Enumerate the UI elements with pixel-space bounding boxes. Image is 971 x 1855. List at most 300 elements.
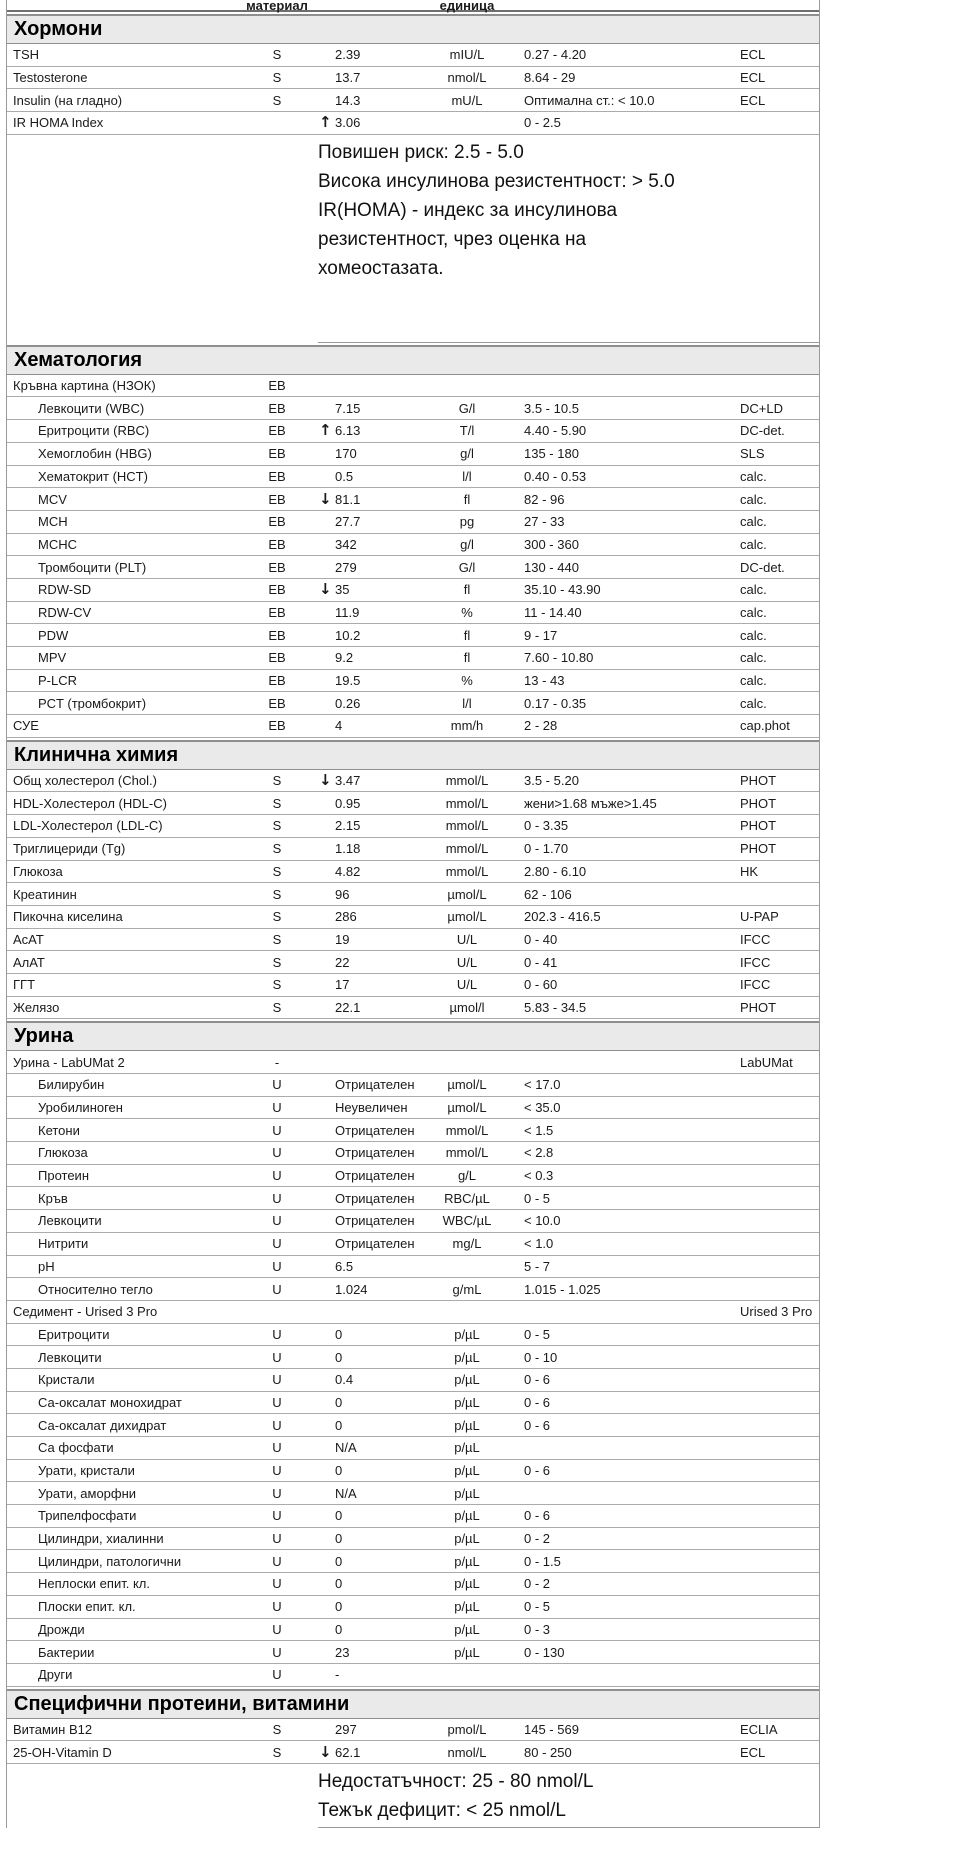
reference-range: 7.60 - 10.80 xyxy=(524,650,594,666)
table-row xyxy=(7,1210,819,1233)
test-name: IR HOMA Index xyxy=(13,115,104,131)
table-row xyxy=(7,715,819,738)
table-row xyxy=(7,1619,819,1642)
result-value: 35 xyxy=(335,582,350,598)
unit: p/µL xyxy=(454,1394,480,1410)
result-cell xyxy=(317,1418,427,1433)
test-name: Еритроцити xyxy=(38,1326,110,1342)
result-cell xyxy=(317,841,427,856)
result-value: 6.13 xyxy=(335,423,361,439)
table-row xyxy=(7,1369,819,1392)
unit: G/l xyxy=(458,559,476,575)
unit: µmol/L xyxy=(447,1077,487,1093)
result-cell xyxy=(317,718,427,733)
material: ЕВ xyxy=(268,468,286,484)
table-row xyxy=(7,1719,819,1742)
unit: p/µL xyxy=(454,1326,480,1342)
material: U xyxy=(272,1122,282,1138)
result-value: 286 xyxy=(335,909,357,925)
table-column-header xyxy=(7,0,819,12)
unit: l/l xyxy=(462,695,472,711)
unit: mmol/L xyxy=(445,1122,489,1138)
test-name: Еритроцити (RBC) xyxy=(38,423,150,439)
comment-line: Висока инсулинова резистентност: > 5.0 xyxy=(318,170,675,192)
result-value: 9.2 xyxy=(335,650,354,666)
section-title: Хематология xyxy=(14,348,143,371)
section-hematology xyxy=(7,345,819,738)
reference-range: 8.64 - 29 xyxy=(524,70,576,86)
test-name: Бактерии xyxy=(38,1644,95,1660)
table-row xyxy=(7,1392,819,1415)
material: U xyxy=(272,1168,282,1184)
result-cell xyxy=(317,560,427,575)
reference-range: 35.10 - 43.90 xyxy=(524,582,601,598)
result-value: 6.5 xyxy=(335,1258,354,1274)
comment-block xyxy=(7,1764,819,1828)
result-value: Отрицателен xyxy=(335,1145,415,1161)
reference-range: 130 - 440 xyxy=(524,559,579,575)
section-title: Хормони xyxy=(14,18,103,40)
result-cell xyxy=(317,1191,427,1206)
result-value: 96 xyxy=(335,886,350,902)
material: U xyxy=(272,1463,282,1479)
reference-range: 27 - 33 xyxy=(524,514,565,530)
table-row xyxy=(7,443,819,466)
test-name: PCT (тромбокрит) xyxy=(38,695,147,711)
material: U xyxy=(272,1394,282,1410)
result-cell xyxy=(317,1145,427,1160)
material: U xyxy=(272,1417,282,1433)
test-name: АсАТ xyxy=(13,931,44,947)
test-name: Витамин B12 xyxy=(13,1721,93,1737)
result-value: 342 xyxy=(335,536,357,552)
result-value: 0 xyxy=(335,1553,343,1569)
report-body xyxy=(7,14,819,1828)
unit: WBC/µL xyxy=(442,1213,492,1229)
unit: µmol/l xyxy=(449,999,485,1015)
arrow-down-icon: ↓ xyxy=(319,1742,332,1761)
table-row xyxy=(7,1460,819,1483)
reference-range: 13 - 43 xyxy=(524,673,565,689)
test-name: Други xyxy=(38,1667,73,1683)
comment-text xyxy=(318,135,819,343)
result-cell xyxy=(317,1077,427,1092)
result-cell xyxy=(317,93,427,108)
result-cell xyxy=(317,1554,427,1569)
material: S xyxy=(272,999,282,1015)
result-cell xyxy=(317,796,427,811)
material: ЕВ xyxy=(268,400,286,416)
reference-range: 0 - 5 xyxy=(524,1326,551,1342)
table-row xyxy=(7,1528,819,1551)
result-value: 0.26 xyxy=(335,695,361,711)
table-row xyxy=(7,997,819,1020)
method: PHOT xyxy=(740,818,777,834)
unit: µmol/L xyxy=(447,909,487,925)
result-cell xyxy=(317,1123,427,1138)
reference-range: Оптимална ст.: < 10.0 xyxy=(524,92,655,108)
reference-range: 0 - 6 xyxy=(524,1417,551,1433)
result-cell xyxy=(317,864,427,879)
table-row xyxy=(7,815,819,838)
table-row xyxy=(7,534,819,557)
material: U xyxy=(272,1599,282,1615)
material: ЕВ xyxy=(268,514,286,530)
method: DC-det. xyxy=(740,423,785,439)
table-row xyxy=(7,1324,819,1347)
result-value: Отрицателен xyxy=(335,1236,415,1252)
unit: % xyxy=(461,673,473,689)
unit: G/l xyxy=(458,400,476,416)
arrow-down-icon: ↓ xyxy=(319,580,332,599)
unit: fl xyxy=(463,650,471,666)
material: U xyxy=(272,1531,282,1547)
result-cell xyxy=(317,909,427,924)
test-name: Нитрити xyxy=(38,1236,89,1252)
result-value: 11.9 xyxy=(335,604,360,620)
result-cell xyxy=(317,401,427,416)
reference-range: 5 - 7 xyxy=(524,1258,551,1274)
table-row xyxy=(7,579,819,602)
comment-line: Тежък дефицит: < 25 nmol/L xyxy=(318,1799,566,1821)
test-name: RDW-CV xyxy=(38,604,92,620)
result-value: N/A xyxy=(335,1485,357,1501)
table-row xyxy=(7,44,819,67)
unit: U/L xyxy=(456,977,478,993)
reference-range: 3.5 - 10.5 xyxy=(524,400,579,416)
reference-range: < 17.0 xyxy=(524,1077,561,1093)
test-name: Седимент - Urised 3 Pro xyxy=(13,1304,158,1320)
reference-range: 11 - 14.40 xyxy=(524,604,582,620)
table-row xyxy=(7,556,819,579)
section-hormones xyxy=(7,14,819,343)
method: calc. xyxy=(740,627,767,643)
test-name: Хематокрит (HCT) xyxy=(38,468,148,484)
reference-range: 0 - 2.5 xyxy=(524,115,561,131)
material: ЕВ xyxy=(268,423,286,439)
result-value: 0 xyxy=(335,1417,343,1433)
result-value: Неувеличен xyxy=(335,1100,408,1116)
unit: p/µL xyxy=(454,1553,480,1569)
reference-range: 0 - 60 xyxy=(524,977,558,993)
method: ECL xyxy=(740,70,766,86)
result-cell xyxy=(317,1667,427,1682)
column-header-material: материал xyxy=(246,0,308,13)
reference-range: 0 - 6 xyxy=(524,1463,551,1479)
test-name: 25-OH-Vitamin D xyxy=(13,1744,112,1760)
test-name: Триглицериди (Tg) xyxy=(13,841,126,857)
unit: fl xyxy=(463,491,471,507)
test-name: Креатинин xyxy=(13,886,77,902)
unit: g/mL xyxy=(452,1281,482,1297)
reference-range: 2 - 28 xyxy=(524,718,558,734)
test-name: Общ холестерол (Chol.) xyxy=(13,773,157,789)
reference-range: 0 - 130 xyxy=(524,1644,565,1660)
test-name: MCH xyxy=(38,514,68,530)
comment-line: резистентност, чрез оценка на xyxy=(318,228,587,250)
result-cell xyxy=(317,1168,427,1183)
unit: g/L xyxy=(457,1168,477,1184)
table-row xyxy=(7,1233,819,1256)
test-name: Левкоцити xyxy=(38,1213,102,1229)
table-row xyxy=(7,602,819,625)
unit: mmol/L xyxy=(445,773,489,789)
result-value: 0 xyxy=(335,1531,343,1547)
table-row xyxy=(7,1550,819,1573)
test-name: Пикочна киселина xyxy=(13,909,123,925)
table-row xyxy=(7,792,819,815)
result-cell xyxy=(317,70,427,85)
material: ЕВ xyxy=(268,582,286,598)
unit: nmol/L xyxy=(447,1744,487,1760)
result-cell xyxy=(317,514,427,529)
material: U xyxy=(272,1372,282,1388)
reference-range: < 1.5 xyxy=(524,1122,554,1138)
comment-spacer xyxy=(7,135,318,343)
test-name: Са-оксалат дихидрат xyxy=(38,1417,167,1433)
result-value: 4 xyxy=(335,718,343,734)
result-cell xyxy=(317,1742,427,1761)
column-header-method xyxy=(662,0,819,11)
unit: fl xyxy=(463,582,471,598)
unit: g/l xyxy=(460,536,474,552)
table-row xyxy=(7,488,819,511)
result-value: 0 xyxy=(335,1349,343,1365)
material: U xyxy=(272,1667,282,1683)
table-row xyxy=(7,1278,819,1301)
result-cell xyxy=(317,696,427,711)
reference-range: 0.17 - 0.35 xyxy=(524,695,587,711)
result-cell xyxy=(317,1259,427,1274)
result-cell xyxy=(317,673,427,688)
column-header-value xyxy=(317,0,427,11)
result-value: 0 xyxy=(335,1621,343,1637)
result-value: 0 xyxy=(335,1463,343,1479)
test-name: Относително тегло xyxy=(38,1281,153,1297)
test-name: Кръвна картина (НЗОК) xyxy=(13,378,156,394)
unit: p/µL xyxy=(454,1485,480,1501)
section-urine xyxy=(7,1021,819,1686)
material: S xyxy=(272,1744,282,1760)
result-cell xyxy=(317,1000,427,1015)
table-row xyxy=(7,1074,819,1097)
result-value: 297 xyxy=(335,1721,357,1737)
result-cell xyxy=(317,1372,427,1387)
test-name: АлАТ xyxy=(13,954,45,970)
table-row xyxy=(7,1596,819,1619)
material: ЕВ xyxy=(268,559,286,575)
unit: U/L xyxy=(456,954,478,970)
reference-range: 0 - 5 xyxy=(524,1190,551,1206)
table-row xyxy=(7,906,819,929)
table-row xyxy=(7,1165,819,1188)
unit: pg xyxy=(459,514,475,530)
result-value: 81.1 xyxy=(335,491,361,507)
reference-range: 62 - 106 xyxy=(524,886,572,902)
section-vitamins xyxy=(7,1689,819,1828)
table-row xyxy=(7,770,819,793)
unit: p/µL xyxy=(454,1531,480,1547)
method: calc. xyxy=(740,514,767,530)
method: ECL xyxy=(740,92,766,108)
result-cell xyxy=(317,582,427,597)
material: U xyxy=(272,1258,282,1274)
method: PHOT xyxy=(740,773,777,789)
reference-range: < 0.3 xyxy=(524,1168,554,1184)
section-title: Урина xyxy=(14,1025,74,1048)
unit: mmol/L xyxy=(445,818,489,834)
method: ECL xyxy=(740,1744,766,1760)
table-row xyxy=(7,929,819,952)
result-cell xyxy=(317,1440,427,1455)
reference-range: 0 - 5 xyxy=(524,1599,551,1615)
test-name: P-LCR xyxy=(38,673,78,689)
reference-range: 5.83 - 34.5 xyxy=(524,999,587,1015)
table-row xyxy=(7,1119,819,1142)
test-name: Цилиндри, патологични xyxy=(38,1553,182,1569)
result-cell xyxy=(317,1531,427,1546)
unit: p/µL xyxy=(454,1599,480,1615)
method: calc. xyxy=(740,468,767,484)
test-name: Левкоцити (WBC) xyxy=(38,400,145,416)
section-chemistry xyxy=(7,740,819,1020)
material: U xyxy=(272,1145,282,1161)
test-name: Уробилиноген xyxy=(38,1100,123,1116)
comment-block xyxy=(7,135,819,343)
table-row xyxy=(7,951,819,974)
material: S xyxy=(272,886,282,902)
reference-range: 0 - 40 xyxy=(524,931,558,947)
result-cell xyxy=(317,1350,427,1365)
material: S xyxy=(272,954,282,970)
unit: p/µL xyxy=(454,1463,480,1479)
material: U xyxy=(272,1440,282,1456)
material: U xyxy=(272,1485,282,1501)
method: HK xyxy=(740,863,759,879)
result-value: Отрицателен xyxy=(335,1190,415,1206)
lab-report xyxy=(6,0,820,1828)
material: U xyxy=(272,1508,282,1524)
material: U xyxy=(272,1281,282,1297)
result-value: 4.82 xyxy=(335,863,361,879)
result-value: 1.024 xyxy=(335,1281,368,1297)
unit: fl xyxy=(463,627,471,643)
result-cell xyxy=(317,932,427,947)
test-name: Левкоцити xyxy=(38,1349,102,1365)
material: S xyxy=(272,1721,282,1737)
section-header-hematology xyxy=(7,345,819,375)
material: U xyxy=(272,1236,282,1252)
section-header-hormones xyxy=(7,14,819,44)
reference-range: 0 - 2 xyxy=(524,1531,551,1547)
result-value: 0 xyxy=(335,1576,343,1592)
test-name: Хемоглобин (HBG) xyxy=(38,446,152,462)
result-value: 62.1 xyxy=(335,1744,361,1760)
reference-range: 1.015 - 1.025 xyxy=(524,1281,601,1297)
method: DC+LD xyxy=(740,400,783,416)
test-name: Урати, аморфни xyxy=(38,1485,137,1501)
table-row xyxy=(7,1573,819,1596)
material: U xyxy=(272,1349,282,1365)
table-row xyxy=(7,1051,819,1074)
reference-range: 0 - 6 xyxy=(524,1394,551,1410)
reference-range: 0 - 6 xyxy=(524,1508,551,1524)
table-row xyxy=(7,1437,819,1460)
reference-range: 3.5 - 5.20 xyxy=(524,773,579,789)
material: ЕВ xyxy=(268,627,286,643)
method: SLS xyxy=(740,446,765,462)
table-row xyxy=(7,112,819,135)
result-value: 170 xyxy=(335,446,357,462)
method: IFCC xyxy=(740,954,771,970)
method: ECLIA xyxy=(740,1721,778,1737)
test-name: Insulin (на гладно) xyxy=(13,92,123,108)
unit: RBC/µL xyxy=(444,1190,490,1206)
section-header-vitamins xyxy=(7,1689,819,1719)
result-cell xyxy=(317,1213,427,1228)
reference-range: 82 - 96 xyxy=(524,491,565,507)
method: cap.phot xyxy=(740,718,790,734)
result-value: 1.18 xyxy=(335,841,361,857)
test-name: Билирубин xyxy=(38,1077,105,1093)
section-header-chemistry xyxy=(7,740,819,770)
table-row xyxy=(7,1741,819,1764)
unit: p/µL xyxy=(454,1372,480,1388)
unit: p/µL xyxy=(454,1644,480,1660)
unit: pmol/L xyxy=(447,1721,487,1737)
reference-range: 0 - 1.5 xyxy=(524,1553,561,1569)
comment-line: хомеостазата. xyxy=(318,257,444,279)
table-row xyxy=(7,883,819,906)
unit: mU/L xyxy=(451,92,483,108)
test-name: RDW-SD xyxy=(38,582,92,598)
result-cell xyxy=(317,1576,427,1591)
result-value: Отрицателен xyxy=(335,1168,415,1184)
result-cell xyxy=(317,1100,427,1115)
result-value: 3.06 xyxy=(335,115,361,131)
unit: mm/h xyxy=(450,718,484,734)
result-cell xyxy=(317,1599,427,1614)
material: ЕВ xyxy=(268,695,286,711)
method: calc. xyxy=(740,695,767,711)
method: PHOT xyxy=(740,795,777,811)
table-row xyxy=(7,420,819,443)
result-value: 2.39 xyxy=(335,47,361,63)
test-name: Трипелфосфати xyxy=(38,1508,137,1524)
unit: mmol/L xyxy=(445,863,489,879)
method: calc. xyxy=(740,582,767,598)
method: Urised 3 Pro xyxy=(740,1304,813,1320)
result-cell xyxy=(317,1282,427,1297)
test-name: Глюкоза xyxy=(38,1145,88,1161)
test-name: Са фосфати xyxy=(38,1440,114,1456)
result-value: 7.15 xyxy=(335,400,361,416)
test-name: HDL-Холестерол (HDL-C) xyxy=(13,795,167,811)
reference-range: 0.40 - 0.53 xyxy=(524,468,587,484)
table-row xyxy=(7,1664,819,1687)
test-name: Урина - LabUMat 2 xyxy=(13,1054,125,1070)
test-name: MPV xyxy=(38,650,67,666)
reference-range: 135 - 180 xyxy=(524,446,579,462)
result-cell xyxy=(317,115,427,130)
result-cell xyxy=(317,1395,427,1410)
comment-line: Недостатъчност: 25 - 80 nmol/L xyxy=(318,1770,594,1792)
result-value: 0 xyxy=(335,1599,343,1615)
table-row xyxy=(7,1482,819,1505)
column-header-name xyxy=(7,0,237,11)
table-row xyxy=(7,692,819,715)
result-cell xyxy=(317,1622,427,1637)
